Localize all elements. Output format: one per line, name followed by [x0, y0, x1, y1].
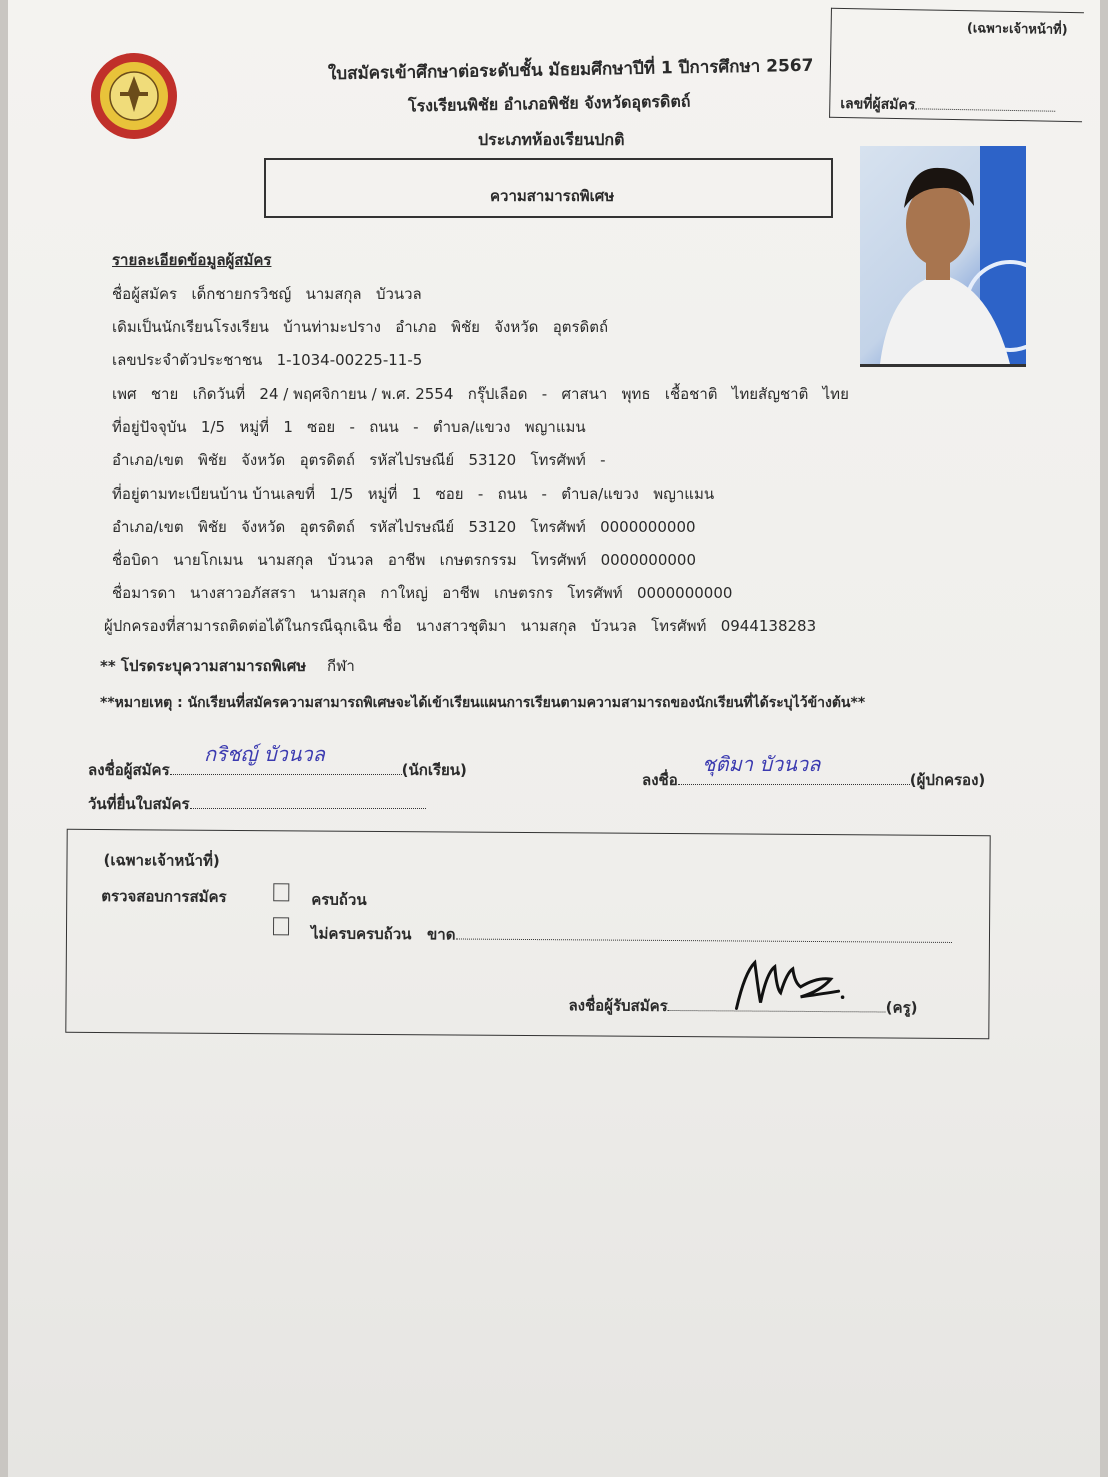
guardian-signature-handwriting: ชุติมา บัวนวล	[702, 752, 821, 776]
complete-checkbox[interactable]	[273, 883, 289, 901]
guardian-signature-row: ลงชื่อ (ผู้ปกครอง)	[642, 766, 985, 792]
submit-date-row: วันที่ยื่นใบสมัคร	[88, 790, 426, 816]
applicant-signature-row: ลงชื่อผู้สมัคร (นักเรียน)	[88, 756, 467, 782]
row-reg-district: อำเภอ/เขต พิชัย จังหวัด อุตรดิตถ์ รหัสไปรษณีย์ 53120 โทรศัพท์ 0000000000	[112, 518, 696, 536]
row-id: เลขประจำตัวประชาชน 1-1034-00225-11-5	[112, 351, 423, 369]
row-father: ชื่อบิดา นายโกเมน นามสกุล บัวนวล อาชีพ เกษตรกรรม โทรศัพท์ 0000000000	[112, 551, 696, 569]
official-box-title: (เฉพาะเจ้าหน้าที่)	[103, 851, 220, 870]
section-title: รายละเอียดข้อมูลผู้สมัคร	[112, 251, 272, 269]
row-mother: ชื่อมารดา นางสาวอภัสสรา นามสกุล กาใหญ่ อาชีพ เกษตรกร โทรศัพท์ 0000000000	[112, 584, 733, 602]
student-photo	[860, 146, 1026, 367]
form-title: ใบสมัครเข้าศึกษาต่อระดับชั้น มัธยมศึกษาปีที่ 1 ปีการศึกษา 2567	[327, 55, 814, 85]
program-label: ความสามารถพิเศษ	[490, 187, 615, 205]
row-name: ชื่อผู้สมัคร เด็กชายกรวิชญ์ นามสกุล บัวนวล	[112, 285, 422, 303]
submit-date-field[interactable]	[190, 790, 426, 809]
official-corner-label: (เฉพาะเจ้าหน้าที่)	[966, 21, 1068, 38]
incomplete-checkbox[interactable]	[273, 917, 289, 935]
complete-label: ครบถ้วน	[311, 890, 367, 909]
official-box	[65, 829, 990, 1039]
school-seal-logo	[88, 52, 180, 140]
citizen-id: 1-1034-00225-11-5	[276, 351, 423, 369]
incomplete-row: ไม่ครบครบถ้วน ขาด	[311, 921, 952, 949]
official-corner-box	[829, 8, 1084, 122]
school-line: โรงเรียนพิชัย อำเภอพิชัย จังหวัดอุตรดิตถ์	[407, 91, 691, 116]
ability-value: กีฬา	[327, 657, 355, 675]
receiver-signature-scribble	[730, 952, 850, 1013]
row-birth: เพศ ชาย เกิดวันที่ 24 / พฤศจิกายน / พ.ศ. 2554 กรุ๊ปเลือด - ศาสนา พุทธ เชื้อชาติ ไทยสัญชาติ ไทย	[112, 385, 849, 403]
app-no-label: เลขที่ผู้สมัคร	[840, 93, 1055, 119]
app-no-field[interactable]	[915, 108, 1055, 111]
ability-note: **หมายเหตุ : นักเรียนที่สมัครความสามารถพิเศษจะได้เข้าเรียนแผนการเรียนตามความสามารถของนักเรียนที่ได้ระบุไว้ข้างต้น**	[100, 695, 866, 711]
row-current-address: ที่อยู่ปัจจุบัน 1/5 หมู่ที่ 1 ซอย - ถนน - ตำบล/แขวง พญาแมน	[112, 418, 586, 436]
missing-field[interactable]	[455, 922, 951, 942]
applicant-name: เด็กชายกรวิชญ์	[191, 285, 292, 303]
program-box	[264, 158, 833, 218]
check-label: ตรวจสอบการสมัคร	[101, 887, 227, 906]
row-reg-address: ที่อยู่ตามทะเบียนบ้าน บ้านเลขที่ 1/5 หมู่ที่ 1 ซอย - ถนน - ตำบล/แขวง พญาแมน	[112, 485, 715, 503]
application-form-page	[8, 0, 1100, 1477]
applicant-signature-handwriting: กริชญ์ บัวนวล	[204, 742, 325, 766]
ability-row: ** โปรดระบุความสามารถพิเศษ กีฬา	[100, 657, 355, 675]
receiver-row: ลงชื่อผู้รับสมัคร (ครู)	[568, 993, 917, 1019]
class-type: ประเภทห้องเรียนปกติ	[478, 130, 625, 149]
row-current-district: อำเภอ/เขต พิชัย จังหวัด อุตรดิตถ์ รหัสไปรษณีย์ 53120 โทรศัพท์ -	[112, 451, 606, 469]
row-prev-school: เดิมเป็นนักเรียนโรงเรียน บ้านท่ามะปราง อำเภอ พิชัย จังหวัด อุตรดิตถ์	[112, 318, 609, 336]
row-guardian: ผู้ปกครองที่สามารถติดต่อได้ในกรณีฉุกเฉิน ชื่อ นางสาวชุติมา นามสกุล บัวนวล โทรศัพท์ 0944138283	[104, 617, 817, 635]
applicant-surname: บัวนวล	[375, 285, 422, 303]
